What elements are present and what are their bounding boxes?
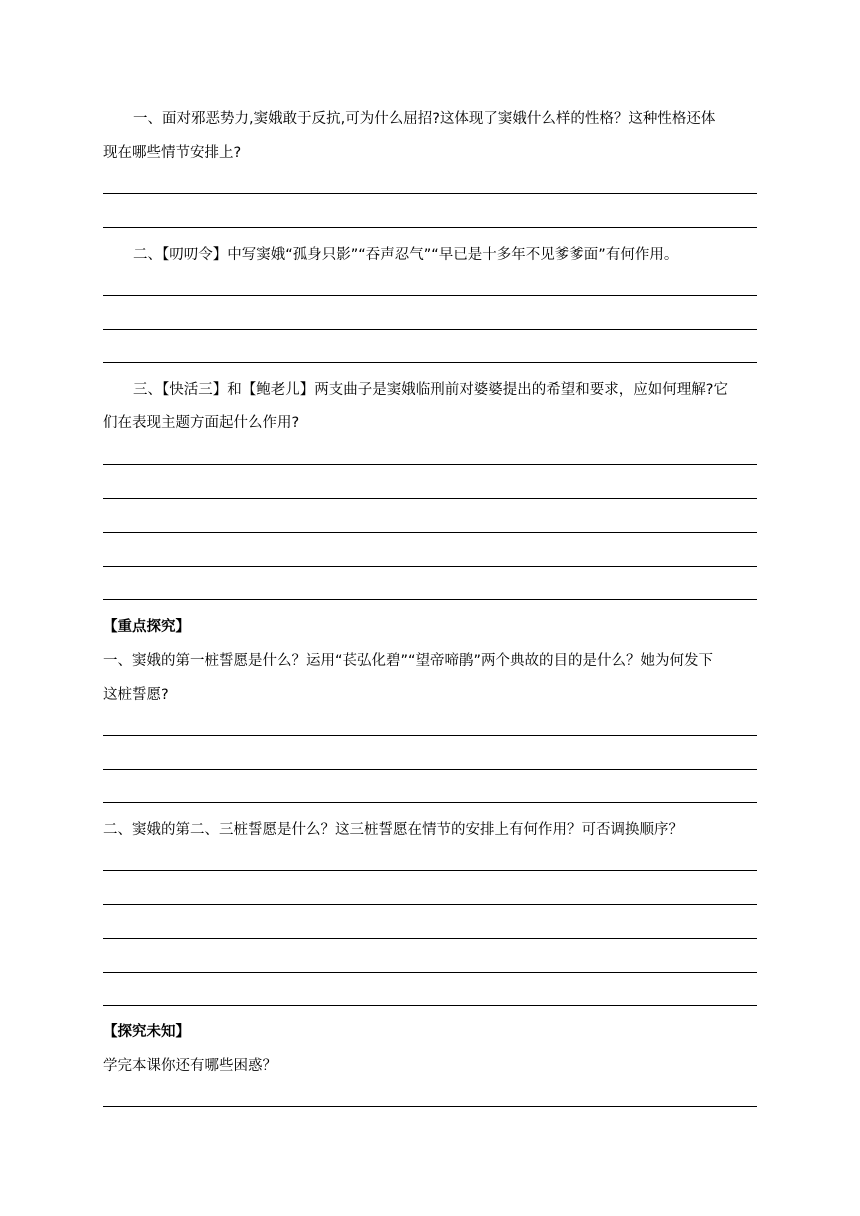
question-1-line-1: 一、面对邪恶势力,窦娥敢于反抗,可为什么屈招?这体现了窦娥什么样的性格？这种性格还体 xyxy=(133,111,716,127)
question-1-line-2: 现在哪些情节安排上? xyxy=(103,145,242,161)
answer-line[interactable] xyxy=(103,1106,757,1107)
answer-line[interactable] xyxy=(103,802,757,803)
answer-line[interactable] xyxy=(103,193,757,194)
question-3-line-1: 三、【快活三】和【鲍老儿】两支曲子是窦娥临刑前对婆婆提出的希望和要求，应如何理解?它 xyxy=(133,382,728,398)
inquiry-question-1-line-2: 这桩誓愿? xyxy=(103,687,169,703)
answer-line[interactable] xyxy=(103,904,757,905)
section-heading-explore-unknown: 【探究未知】 xyxy=(103,1024,190,1040)
section-heading-key-inquiry: 【重点探究】 xyxy=(103,619,190,635)
answer-line[interactable] xyxy=(103,972,757,973)
answer-line[interactable] xyxy=(103,295,757,296)
question-2: 二、【叨叨令】中写窦娥“孤身只影”“吞声忍气”“早已是十多年不见爹爹面”有何作用。 xyxy=(133,247,679,263)
answer-line[interactable] xyxy=(103,227,757,228)
answer-line[interactable] xyxy=(103,1005,757,1006)
answer-line[interactable] xyxy=(103,498,757,499)
answer-line[interactable] xyxy=(103,566,757,567)
inquiry-question-2: 二、窦娥的第二、三桩誓愿是什么？这三桩誓愿在情节的安排上有何作用？可否调换顺序？ xyxy=(103,822,683,838)
answer-line[interactable] xyxy=(103,769,757,770)
answer-line[interactable] xyxy=(103,735,757,736)
unknown-question: 学完本课你还有哪些困惑？ xyxy=(103,1058,277,1074)
answer-line[interactable] xyxy=(103,870,757,871)
answer-line[interactable] xyxy=(103,938,757,939)
answer-line[interactable] xyxy=(103,362,757,363)
answer-line[interactable] xyxy=(103,599,757,600)
question-3-line-2: 们在表现主题方面起什么作用? xyxy=(103,415,300,431)
answer-line[interactable] xyxy=(103,464,757,465)
inquiry-question-1-line-1: 一、窦娥的第一桩誓愿是什么？运用“苌弘化碧”“望帝啼鹃”两个典故的目的是什么？她为何发下 xyxy=(103,653,714,669)
answer-line[interactable] xyxy=(103,329,757,330)
answer-line[interactable] xyxy=(103,532,757,533)
